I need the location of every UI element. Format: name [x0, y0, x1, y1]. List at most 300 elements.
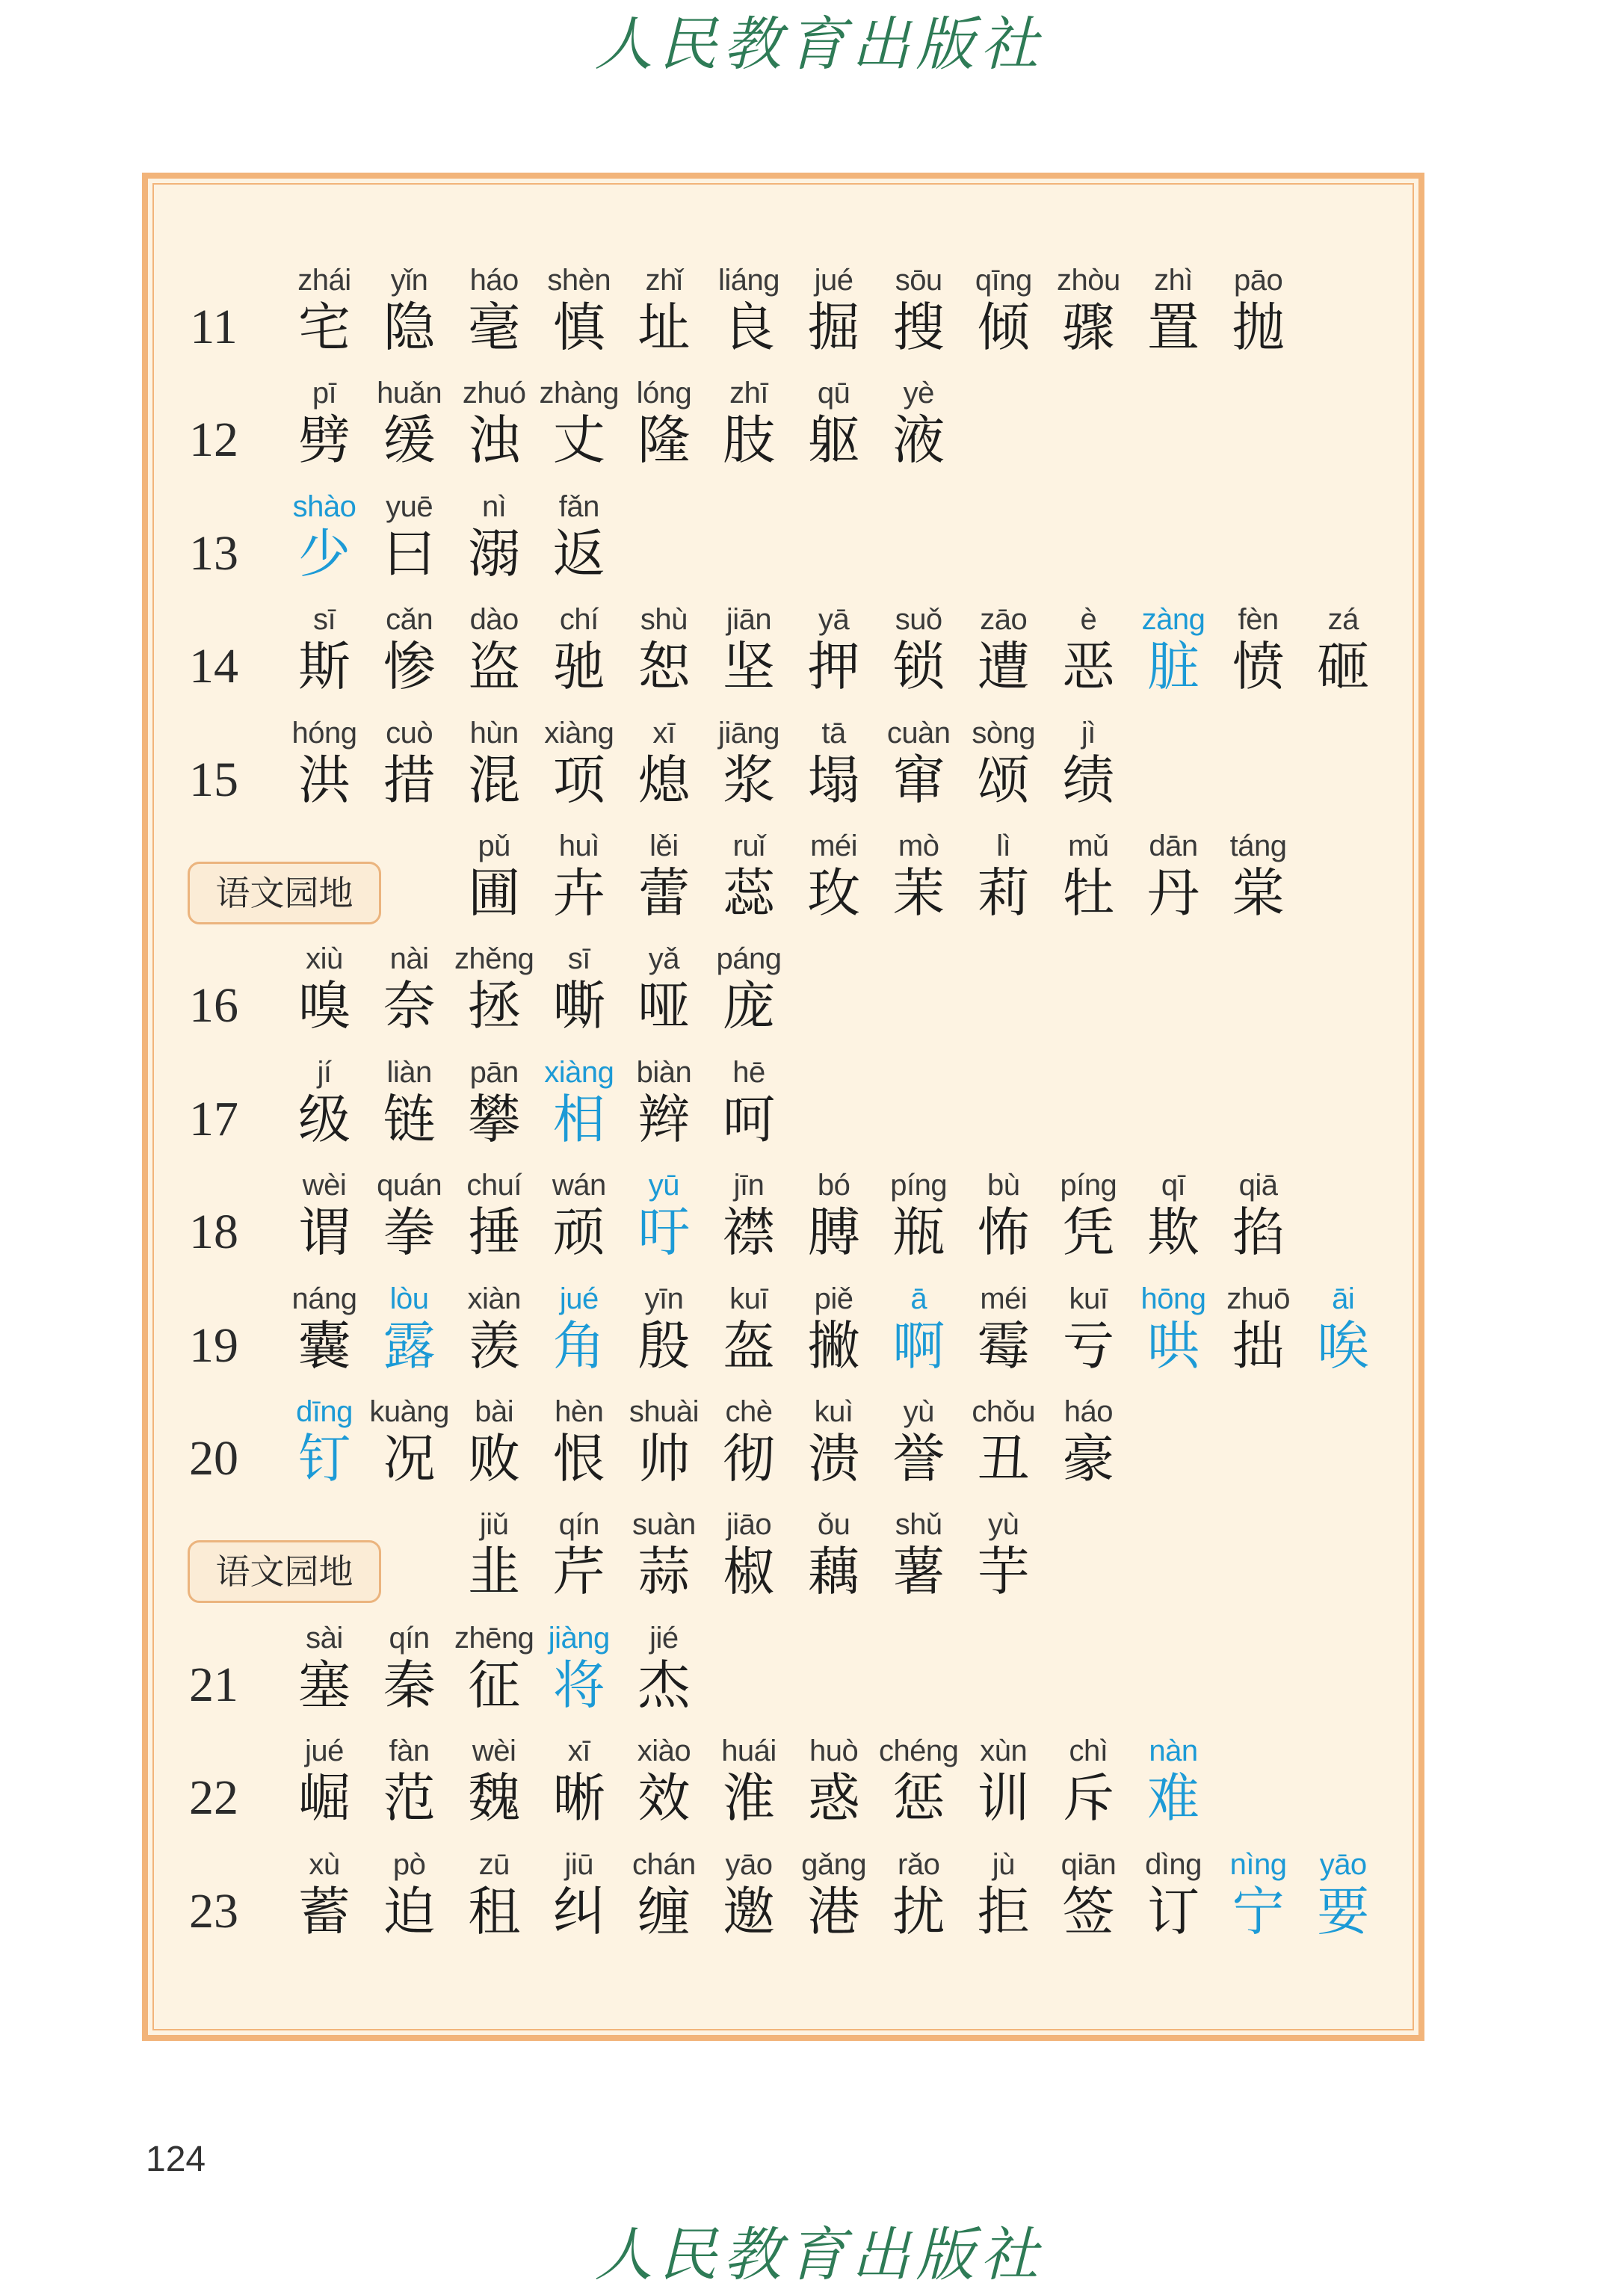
- hanzi: 奈: [383, 975, 436, 1037]
- character-cell: [282, 1393, 367, 1487]
- hanzi: 帅: [637, 1428, 691, 1489]
- hanzi: 魏: [468, 1767, 521, 1829]
- pinyin: shǔ: [895, 1508, 942, 1542]
- character-cell: [537, 1054, 622, 1148]
- character-cell: [961, 714, 1046, 809]
- character-cell: [876, 1506, 961, 1603]
- character-cell: [621, 827, 706, 924]
- hanzi: 莉: [977, 862, 1030, 924]
- pinyin: xù: [309, 1847, 340, 1881]
- pinyin: zhěng: [454, 942, 534, 976]
- hanzi: 斯: [298, 636, 351, 698]
- hanzi: 宅: [298, 297, 351, 358]
- character-cell: [791, 714, 877, 809]
- hanzi: 塞: [298, 1654, 351, 1716]
- character-cell: [537, 601, 622, 698]
- pinyin: lóng: [636, 377, 692, 410]
- character-cell: [1131, 1846, 1216, 1940]
- pinyin: yā: [818, 603, 850, 637]
- pinyin: mǔ: [1068, 830, 1109, 862]
- hanzi: 辫: [637, 1088, 691, 1150]
- hanzi: 牡: [1062, 862, 1115, 924]
- character-cell: [537, 262, 622, 356]
- pinyin: kuì: [814, 1395, 853, 1428]
- character-cell: [1046, 1393, 1131, 1487]
- pinyin: wán: [552, 1169, 606, 1202]
- pinyin: tā: [821, 716, 846, 750]
- character-cell: [621, 940, 706, 1037]
- hanzi: 拙: [1232, 1315, 1285, 1377]
- character-cell: [1131, 1732, 1216, 1829]
- character-cell: [621, 714, 706, 809]
- pinyin: pān: [469, 1055, 519, 1089]
- hanzi: 驰: [552, 636, 605, 698]
- pinyin: zhuó: [462, 377, 526, 410]
- character-cell: [706, 1506, 791, 1603]
- pinyin: jīn: [733, 1169, 765, 1202]
- pinyin: quán: [377, 1169, 442, 1202]
- hanzi: 钉: [298, 1428, 351, 1489]
- pinyin: huì: [558, 830, 599, 862]
- pinyin: fèn: [1238, 603, 1279, 637]
- pinyin: dān: [1149, 830, 1198, 862]
- pinyin: xiù: [306, 942, 343, 976]
- character-cell: [1046, 601, 1131, 698]
- character-cell: [1216, 262, 1301, 356]
- pinyin: huǎn: [377, 377, 442, 410]
- character-cell: [621, 1054, 706, 1148]
- pinyin: yuē: [386, 489, 433, 523]
- hanzi: 惩: [892, 1767, 945, 1829]
- hanzi: 芋: [977, 1541, 1030, 1603]
- pinyin: ā: [910, 1282, 927, 1315]
- character-cell: [367, 601, 452, 698]
- hanzi: 盔: [723, 1315, 775, 1377]
- pinyin: zāo: [980, 603, 1028, 637]
- character-cell: [367, 1846, 452, 1940]
- hanzi: 浆: [723, 749, 775, 811]
- hanzi: 角: [552, 1315, 605, 1377]
- pinyin: pāo: [1233, 264, 1283, 297]
- character-cell: [876, 1167, 961, 1264]
- hanzi: 蕊: [723, 862, 775, 924]
- character-cell: [537, 1393, 622, 1487]
- hanzi: 彻: [723, 1428, 775, 1489]
- hanzi: 拒: [977, 1880, 1030, 1942]
- character-cell: [621, 374, 706, 472]
- hanzi: 毫: [468, 297, 521, 358]
- character-cell: [537, 488, 622, 582]
- character-cell: [367, 1732, 452, 1829]
- character-cell: [537, 374, 622, 472]
- pinyin: jué: [305, 1735, 344, 1768]
- hanzi: 椒: [723, 1541, 775, 1603]
- hanzi: 棠: [1232, 862, 1285, 924]
- lesson-row: [142, 374, 1424, 487]
- hanzi: 凭: [1062, 1202, 1115, 1264]
- character-cell: [1131, 1167, 1216, 1264]
- hanzi: 熄: [637, 749, 691, 811]
- lesson-row: [142, 262, 1424, 374]
- pinyin: yù: [988, 1508, 1019, 1542]
- pinyin: zàng: [1141, 603, 1205, 637]
- character-cell: [621, 1393, 706, 1487]
- pinyin: nìng: [1229, 1847, 1287, 1881]
- lesson-row: [142, 601, 1424, 714]
- character-cell: [537, 1167, 622, 1264]
- pinyin: sài: [306, 1621, 343, 1655]
- hanzi: 绩: [1062, 749, 1115, 811]
- hanzi: 脏: [1147, 636, 1200, 698]
- character-cell: [706, 714, 791, 809]
- hanzi: 拳: [383, 1202, 436, 1264]
- pinyin: pò: [392, 1847, 426, 1881]
- character-cell: [1300, 601, 1386, 698]
- hanzi: 要: [1317, 1880, 1370, 1942]
- hanzi: 训: [977, 1767, 1030, 1829]
- hanzi: 效: [637, 1767, 691, 1829]
- hanzi: 液: [892, 410, 945, 472]
- hanzi: 庞: [723, 975, 775, 1037]
- pinyin: chè: [725, 1395, 773, 1428]
- pinyin: shèn: [547, 264, 611, 297]
- pinyin: qī: [1161, 1169, 1186, 1202]
- hanzi: 砸: [1317, 636, 1370, 698]
- character-cell: [706, 1732, 791, 1829]
- hanzi: 芹: [552, 1541, 605, 1603]
- pinyin: liáng: [717, 264, 779, 297]
- hanzi: 藕: [807, 1541, 860, 1603]
- lesson-number: 21: [189, 1657, 238, 1712]
- hanzi: 租: [468, 1880, 521, 1942]
- hanzi: 恶: [1062, 636, 1115, 698]
- pinyin: jì: [1081, 716, 1096, 750]
- hanzi: 溺: [468, 522, 521, 584]
- character-cell: [706, 1846, 791, 1940]
- character-cell: [791, 1732, 877, 1829]
- hanzi: 囊: [298, 1315, 351, 1377]
- character-cell: [1216, 827, 1301, 924]
- hanzi: 链: [383, 1088, 436, 1150]
- pinyin: qīng: [975, 264, 1032, 297]
- character-cell: [706, 601, 791, 698]
- pinyin: hōng: [1140, 1282, 1206, 1315]
- character-cell: [282, 374, 367, 472]
- pinyin: bó: [817, 1169, 850, 1202]
- hanzi: 瓶: [892, 1202, 945, 1264]
- character-cell: [791, 1167, 877, 1264]
- pinyin: zá: [1327, 603, 1359, 637]
- hanzi: 洪: [298, 749, 351, 811]
- character-cell: [706, 262, 791, 356]
- hanzi: 恨: [552, 1428, 605, 1489]
- pinyin: lěi: [649, 830, 679, 862]
- hanzi: 捶: [468, 1202, 521, 1264]
- lesson-row: [142, 1280, 1424, 1393]
- yuwen-yuandi-badge: 语文园地: [188, 1540, 381, 1603]
- pinyin: háo: [469, 264, 519, 297]
- character-cell: [1131, 1280, 1216, 1377]
- pinyin: hèn: [555, 1395, 604, 1428]
- pinyin: kuī: [729, 1282, 768, 1315]
- hanzi: 良: [723, 297, 775, 358]
- pinyin: páng: [716, 942, 782, 976]
- lesson-number: 18: [189, 1205, 238, 1260]
- character-cell: [876, 1280, 961, 1377]
- pinyin: qū: [817, 377, 850, 410]
- pinyin: pī: [312, 377, 337, 410]
- character-cell: [367, 262, 452, 356]
- character-cell: [1216, 601, 1301, 698]
- pinyin: jiàng: [548, 1621, 610, 1655]
- pinyin: fàn: [389, 1735, 430, 1768]
- character-cell: [876, 714, 961, 809]
- character-cell: [282, 1280, 367, 1377]
- hanzi: 项: [552, 749, 605, 811]
- pinyin: cuò: [386, 716, 433, 750]
- hanzi: 晰: [552, 1767, 605, 1829]
- pinyin: sòng: [972, 716, 1036, 750]
- pinyin: āi: [1332, 1282, 1355, 1315]
- lesson-row: [142, 1393, 1424, 1506]
- character-cell: [367, 1619, 452, 1714]
- character-cell: [621, 601, 706, 698]
- character-cell: [791, 262, 877, 356]
- pinyin: jiān: [726, 603, 772, 637]
- hanzi: 茉: [892, 862, 945, 924]
- hanzi: 顽: [552, 1202, 605, 1264]
- character-cell: [1216, 1846, 1301, 1940]
- hanzi: 杰: [637, 1654, 691, 1716]
- character-cell: [621, 1280, 706, 1377]
- character-cell: [1046, 262, 1131, 356]
- character-cell: [537, 1619, 622, 1714]
- pinyin: pǔ: [478, 830, 510, 862]
- hanzi: 押: [807, 636, 860, 698]
- character-cell: [876, 1393, 961, 1487]
- pinyin: wèi: [302, 1169, 347, 1202]
- hanzi: 搜: [892, 297, 945, 358]
- hanzi: 相: [552, 1088, 605, 1150]
- pinyin: huò: [809, 1735, 859, 1768]
- pinyin: lòu: [389, 1282, 429, 1315]
- character-cell: [1046, 1167, 1131, 1264]
- character-cell: [791, 1393, 877, 1487]
- pinyin: piě: [814, 1282, 853, 1315]
- pinyin: chán: [632, 1847, 696, 1881]
- hanzi: 亏: [1062, 1315, 1115, 1377]
- pinyin: è: [1080, 603, 1097, 637]
- pinyin: shào: [292, 489, 356, 523]
- character-cell: [706, 1167, 791, 1264]
- pinyin: yīn: [644, 1282, 684, 1315]
- pinyin: chuí: [466, 1169, 522, 1202]
- hanzi: 曰: [383, 522, 436, 584]
- character-cell: [791, 1506, 877, 1603]
- hanzi: 慎: [552, 297, 605, 358]
- character-cell: [282, 1732, 367, 1829]
- hanzi: 圃: [468, 862, 521, 924]
- character-cell: [537, 940, 622, 1037]
- character-cell: [621, 1732, 706, 1829]
- pinyin: sī: [567, 942, 590, 976]
- lesson-row: [142, 488, 1424, 601]
- pinyin: kuī: [1069, 1282, 1108, 1315]
- character-cell: [1046, 1280, 1131, 1377]
- character-cell: [961, 601, 1046, 698]
- hanzi: 塌: [807, 749, 860, 811]
- hanzi: 丹: [1147, 862, 1200, 924]
- pinyin: mò: [898, 830, 939, 862]
- character-cell: [451, 827, 537, 924]
- hanzi: 订: [1147, 1880, 1200, 1942]
- character-cell: [282, 488, 367, 582]
- pinyin: jiāng: [717, 716, 779, 750]
- lesson-number: 23: [189, 1883, 238, 1939]
- character-cell: [537, 1732, 622, 1829]
- pinyin: fǎn: [558, 489, 599, 523]
- character-cell: [876, 827, 961, 924]
- hanzi: 淮: [723, 1767, 775, 1829]
- pinyin: cuàn: [886, 716, 951, 750]
- pinyin: kuàng: [369, 1395, 449, 1428]
- hanzi: 拯: [468, 975, 521, 1037]
- hanzi: 蒜: [637, 1541, 691, 1603]
- pinyin: chí: [559, 603, 599, 637]
- character-cell: [876, 262, 961, 356]
- character-cell: [451, 1280, 537, 1377]
- pinyin: méi: [980, 1282, 1028, 1315]
- pinyin: zhòu: [1057, 264, 1120, 297]
- hanzi: 缠: [637, 1880, 691, 1942]
- hanzi: 唉: [1317, 1315, 1370, 1377]
- character-cell: [1046, 827, 1131, 924]
- character-cell: [367, 1167, 452, 1264]
- character-table-panel: [142, 173, 1424, 2041]
- pinyin: xiào: [637, 1735, 691, 1768]
- hanzi: 丈: [552, 410, 605, 472]
- character-cell: [282, 262, 367, 356]
- pinyin: nì: [482, 489, 507, 523]
- character-cell: [621, 1167, 706, 1264]
- character-cell: [961, 1506, 1046, 1603]
- hanzi: 掘: [807, 297, 860, 358]
- character-cell: [451, 1393, 537, 1487]
- pinyin: zhī: [729, 377, 768, 410]
- character-cell: [1216, 1280, 1301, 1377]
- character-cell: [367, 374, 452, 472]
- character-cell: [1216, 1167, 1301, 1264]
- hanzi: 窜: [892, 749, 945, 811]
- character-cell: [791, 601, 877, 698]
- lesson-row: [142, 1054, 1424, 1167]
- hanzi: 攀: [468, 1088, 521, 1150]
- pinyin: biàn: [636, 1055, 692, 1089]
- pinyin: píng: [890, 1169, 948, 1202]
- pinyin: yǎ: [648, 942, 680, 976]
- hanzi: 骤: [1062, 297, 1115, 358]
- pinyin: xiàn: [467, 1282, 521, 1315]
- character-cell: [791, 374, 877, 472]
- publisher-logo-top: 人民教育出版社: [594, 11, 1045, 78]
- pinyin: hóng: [291, 716, 357, 750]
- pinyin: nài: [389, 942, 429, 976]
- pinyin: zhǐ: [645, 264, 683, 297]
- hanzi: 盗: [468, 636, 521, 698]
- character-cell: [621, 1619, 706, 1714]
- pinyin: háo: [1063, 1395, 1114, 1428]
- pinyin: hùn: [469, 716, 519, 750]
- pinyin: qiā: [1238, 1169, 1278, 1202]
- character-cell: [791, 1280, 877, 1377]
- pinyin: sī: [312, 603, 336, 637]
- hanzi: 襟: [723, 1202, 775, 1264]
- character-cell: [367, 940, 452, 1037]
- character-cell: [961, 1167, 1046, 1264]
- hanzi: 缓: [383, 410, 436, 472]
- character-cell: [706, 374, 791, 472]
- hanzi: 征: [468, 1654, 521, 1716]
- pinyin: dào: [469, 603, 519, 637]
- hanzi: 纠: [552, 1880, 605, 1942]
- character-cell: [282, 940, 367, 1037]
- pinyin: táng: [1229, 830, 1287, 862]
- hanzi: 返: [552, 522, 605, 584]
- character-cell: [961, 1846, 1046, 1940]
- character-cell: [961, 1280, 1046, 1377]
- pinyin: hē: [732, 1055, 765, 1089]
- character-cell: [367, 1054, 452, 1148]
- character-cell: [791, 1846, 877, 1940]
- character-cell: [537, 1506, 622, 1603]
- character-cell: [282, 601, 367, 698]
- pinyin: bù: [987, 1169, 1020, 1202]
- hanzi: 范: [383, 1767, 436, 1829]
- lesson-number: 19: [189, 1318, 238, 1373]
- pinyin: liàn: [386, 1055, 432, 1089]
- character-cell: [282, 1167, 367, 1264]
- hanzi: 玫: [807, 862, 860, 924]
- pinyin: jiāo: [726, 1508, 772, 1542]
- hanzi: 隆: [637, 410, 691, 472]
- hanzi: 躯: [807, 410, 860, 472]
- character-cell: [1131, 262, 1216, 356]
- character-cell: [537, 1846, 622, 1940]
- pinyin: zhàng: [539, 377, 620, 410]
- pinyin: rǎo: [898, 1847, 940, 1881]
- pinyin: qiān: [1060, 1847, 1117, 1881]
- lesson-number: 13: [189, 525, 238, 581]
- character-cell: [451, 1506, 537, 1603]
- character-cell: [1046, 714, 1131, 809]
- hanzi: 誉: [892, 1428, 945, 1489]
- lesson-number: 15: [189, 752, 238, 807]
- hanzi: 呵: [723, 1088, 775, 1150]
- pinyin: dìng: [1145, 1847, 1202, 1881]
- character-cell: [451, 1732, 537, 1829]
- hanzi: 嗅: [298, 975, 351, 1037]
- hanzi: 况: [383, 1428, 436, 1489]
- character-cell: [1131, 601, 1216, 698]
- hanzi: 措: [383, 749, 436, 811]
- pinyin: suǒ: [895, 603, 942, 637]
- character-cell: [961, 827, 1046, 924]
- hanzi: 败: [468, 1428, 521, 1489]
- lesson-number: 17: [189, 1091, 238, 1146]
- pinyin: zhēng: [454, 1621, 534, 1655]
- character-cell: [1300, 1280, 1386, 1377]
- character-cell: [451, 601, 537, 698]
